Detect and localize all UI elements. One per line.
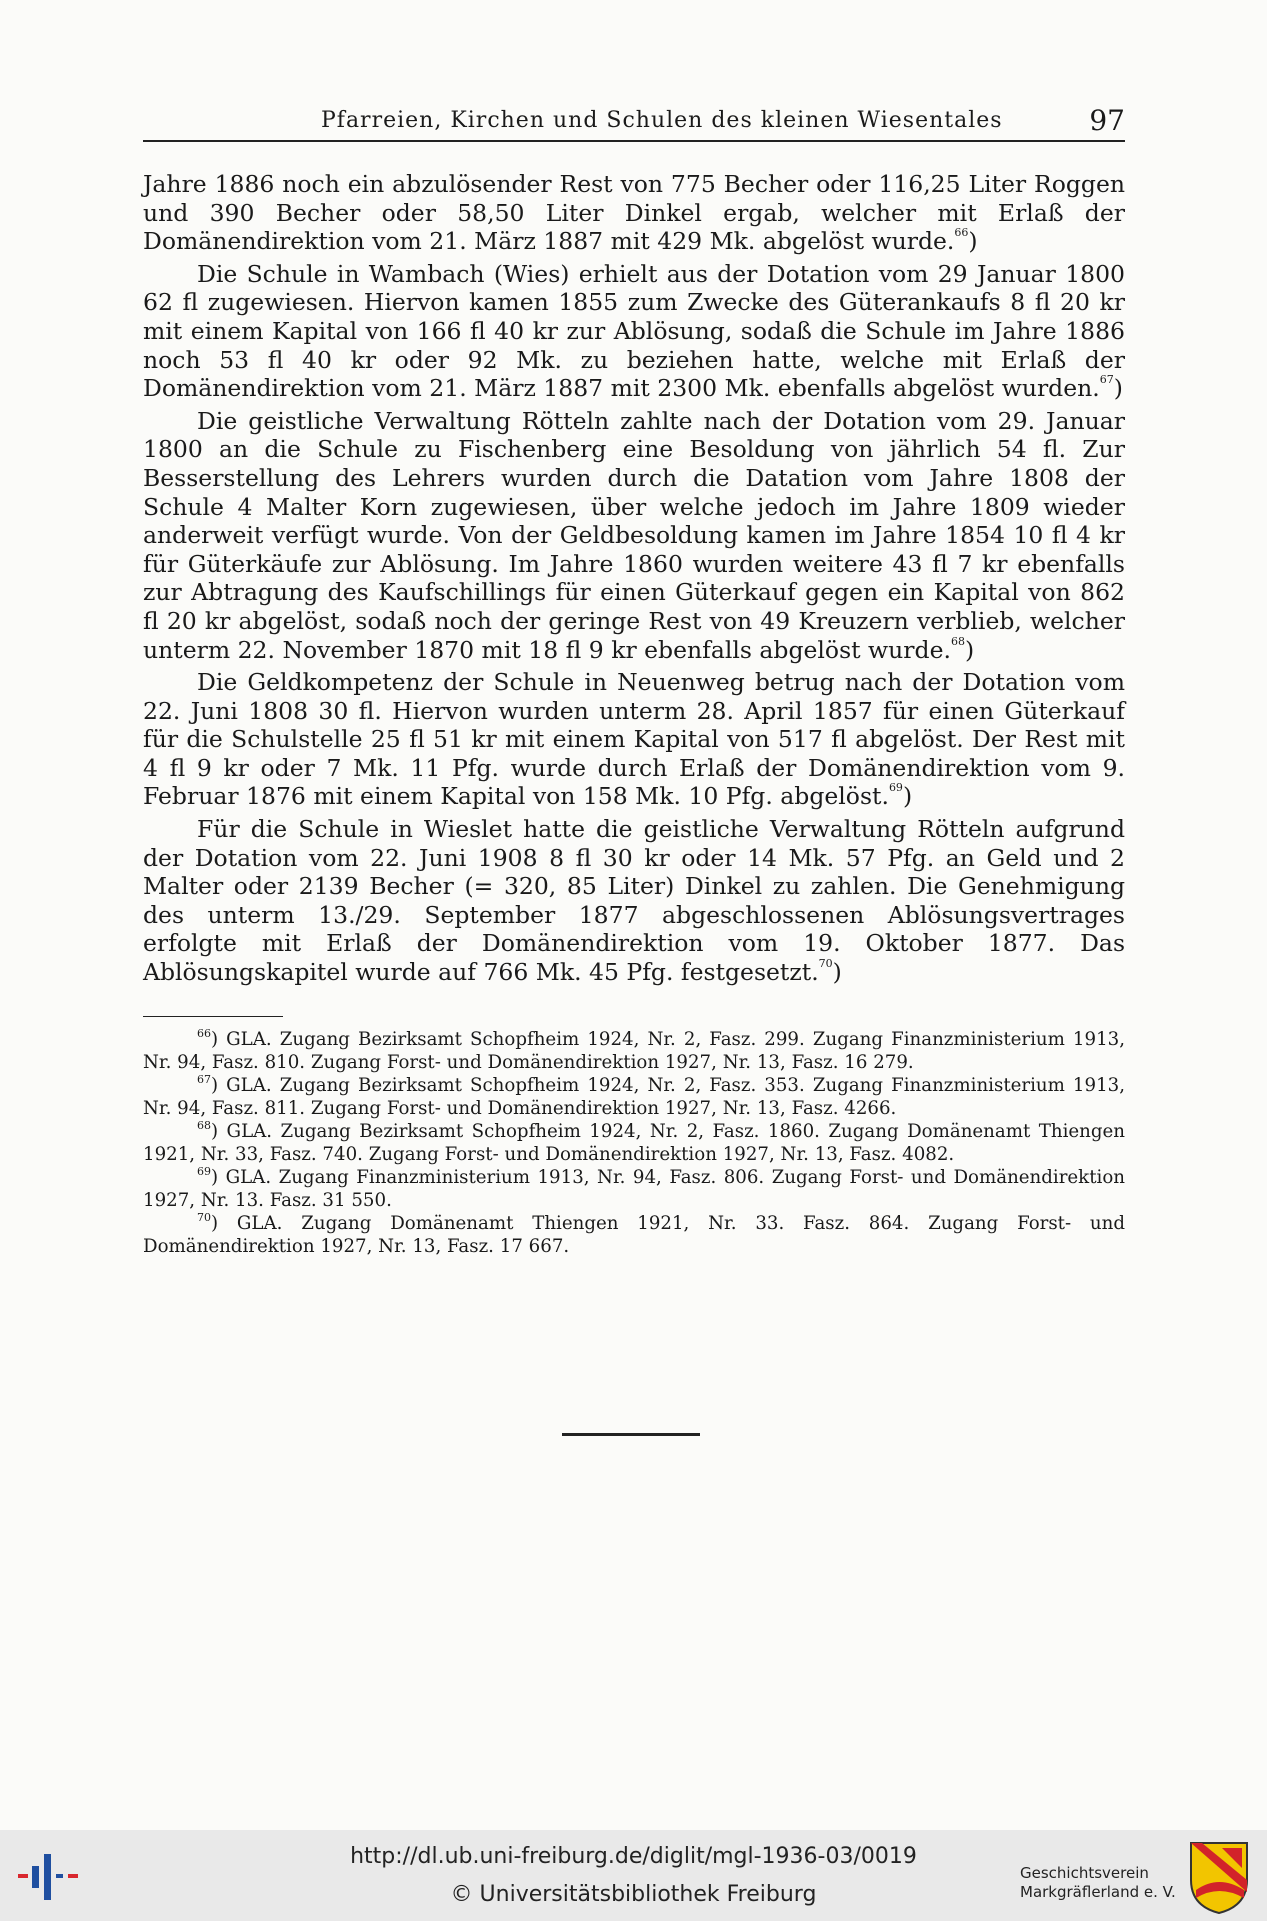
permalink-url[interactable]: http://dl.ub.uni-freiburg.de/diglit/mgl-1936-03/0019 (350, 1844, 917, 1869)
footnote-ref[interactable]: 66 (954, 226, 969, 240)
paragraph: Für die Schule in Wieslet hatte die geistliche Verwaltung Rötteln aufgrund der Dotation vom 22. Juni 1908 8 fl 30 kr oder 14 Mk. 57 Pfg. an Geld und 2 Malter oder 2139 Becher (= 320, 85 Liter) Dinkel zu zahlen. Die Genehmigung des unterm 13./29. September 1877 abgeschlossenen Ablösungsvertrages erfolgte mit Erlaß der Domänendirektion vom 19. Oktober 1877. Das Ablösungskapitel wurde auf 766 Mk. 45 Pfg. festgesetzt.$^{70}$) (143, 815, 1125, 987)
footnote-ref[interactable]: 70 (818, 957, 833, 971)
footnote-rule (143, 1016, 283, 1017)
society-name: Geschichtsverein Markgräflerland e. V. (1020, 1864, 1176, 1901)
footnote: $^{68}$) GLA. Zugang Bezirksamt Schopfheim 1924, Nr. 2, Fasz. 1860. Zugang Domänenamt Thiengen 1921, Nr. 33, Fasz. 740. Zugang Forst- und Domänendirektion 1927, Nr. 13, Fasz. 4082. (143, 1119, 1125, 1165)
page-number: 97 (1089, 104, 1125, 137)
footnote-ref[interactable]: 68 (950, 634, 965, 648)
header-rule (143, 140, 1125, 142)
society-crest-icon[interactable] (1188, 1840, 1250, 1916)
copyright-notice: © Universitätsbibliothek Freiburg (450, 1882, 817, 1907)
footnotes (143, 1028, 1125, 1258)
footnote: $^{70}$) GLA. Zugang Domänenamt Thiengen 1921, Nr. 33. Fasz. 864. Zugang Forst- und Domänendirektion 1927, Nr. 13, Fasz. 17 667. (143, 1211, 1125, 1257)
page-header (143, 104, 1125, 138)
footnote: $^{67}$) GLA. Zugang Bezirksamt Schopfheim 1924, Nr. 2, Fasz. 353. Zugang Finanzministerium 1913, Nr. 94, Fasz. 811. Zugang Forst- und Domänendirektion 1927, Nr. 13, Fasz. 4266. (143, 1073, 1125, 1119)
paragraph: Die Schule in Wambach (Wies) erhielt aus der Dotation vom 29 Januar 1800 62 fl zugewiesen. Hiervon kamen 1855 zum Zwecke des Güterankaufs 8 fl 20 kr mit einem Kapital von 166 fl 40 kr zur Ablösung, sodaß die Schule im Jahre 1886 noch 53 fl 40 kr oder 92 Mk. zu beziehen hatte, welche mit Erlaß der Domänendirektion vom 21. März 1887 mit 2300 Mk. ebenfalls abgelöst wurden.$^{67}$) (143, 259, 1125, 403)
footnote-ref[interactable]: 69 (888, 781, 903, 795)
running-title: Pfarreien, Kirchen und Schulen des kleinen Wiesentales (321, 108, 1003, 133)
footnote: $^{66}$) GLA. Zugang Bezirksamt Schopfheim 1924, Nr. 2, Fasz. 299. Zugang Finanzministerium 1913, Nr. 94, Fasz. 810. Zugang Forst- und Domänendirektion 1927, Nr. 13, Fasz. 16 279. (143, 1027, 1125, 1073)
paragraph: Jahre 1886 noch ein abzulösender Rest von 775 Becher oder 116,25 Liter Roggen und 390 Becher oder 58,50 Liter Dinkel ergab, welcher mit Erlaß der Domänendirektion vom 21. März 1887 mit 429 Mk. abgelöst wurde.$^{66}$) (143, 170, 1125, 256)
paragraph: Die Geldkompetenz der Schule in Neuenweg betrug nach der Dotation vom 22. Juni 1808 30 fl. Hiervon wurden unterm 28. April 1857 für einen Güterkauf für die Schulstelle 25 fl 51 kr mit einem Kapital von 517 fl abgelöst. Der Rest mit 4 fl 9 kr oder 7 Mk. 11 Pfg. wurde durch Erlaß der Domänendirektion vom 9. Februar 1876 mit einem Kapital von 158 Mk. 10 Pfg. abgelöst.$^{69}$) (143, 668, 1125, 811)
section-end-rule (562, 1433, 700, 1436)
paragraph: Die geistliche Verwaltung Rötteln zahlte nach der Dotation vom 29. Januar 1800 an die Schule zu Fischenberg eine Besoldung von jährlich 54 fl. Zur Besserstellung des Lehrers wurden durch die Datation vom Jahre 1808 der Schule 4 Malter Korn zugewiesen, über welche jedoch im Jahre 1809 wieder anderweit verfügt wurde. Von der Geldbesoldung kamen im Jahre 1854 10 fl 4 kr für Güterkäufe zur Ablösung. Im Jahre 1860 wurden weitere 43 fl 7 kr ebenfalls zur Abtragung des Kaufschillings für einen Güterkauf gegen ein Kapital von 862 fl 20 kr abgelöst, sodaß noch der geringe Rest von 49 Kreuzern verblieb, welcher unterm 22. November 1870 mit 18 fl 9 kr ebenfalls abgelöst wurde.$^{68}$) (143, 406, 1125, 664)
viewer-footer (0, 1830, 1267, 1921)
body-text (143, 170, 1125, 991)
footnote: $^{69}$) GLA. Zugang Finanzministerium 1913, Nr. 94, Fasz. 806. Zugang Forst- und Domänendirektion 1927, Nr. 13. Fasz. 31 550. (143, 1165, 1125, 1211)
footnote-ref[interactable]: 67 (1099, 373, 1114, 387)
